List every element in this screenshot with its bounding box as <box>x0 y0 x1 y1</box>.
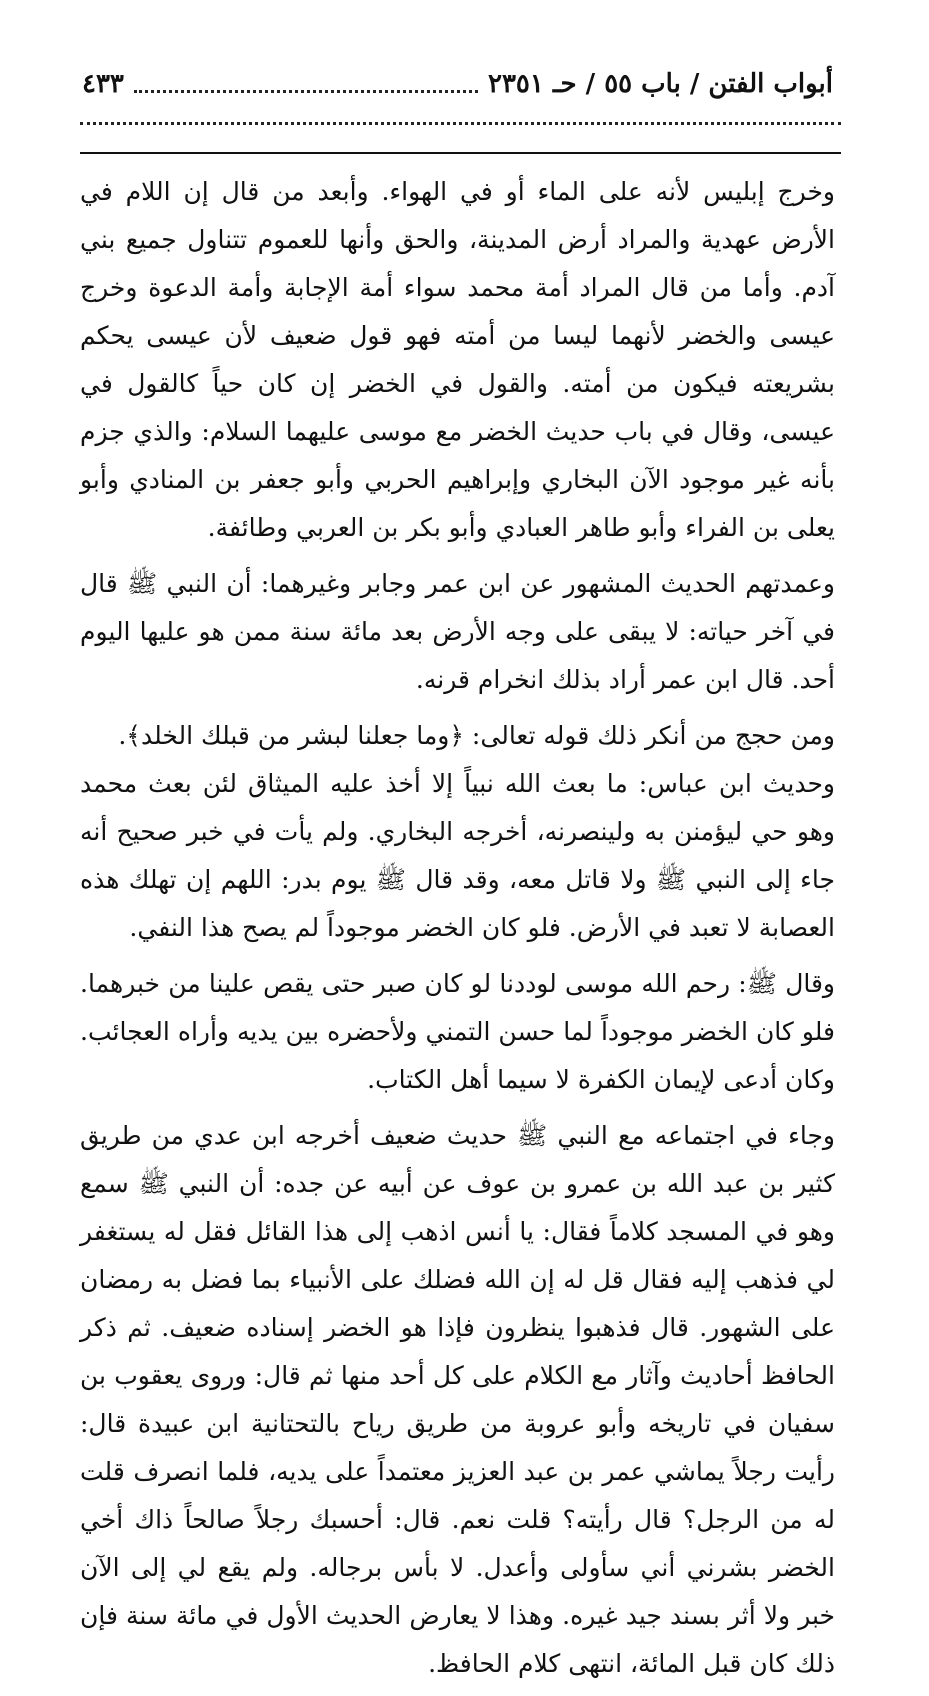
running-title: أبواب الفتن / باب ٥٥ / حـ ٢٣٥١ <box>487 69 833 99</box>
page-header <box>82 62 833 106</box>
body-text <box>80 168 835 1696</box>
paragraph: وقال ﷺ: رحم الله موسى لوددنا لو كان صبر حتى يقص علينا من خبرهما. فلو كان الخضر موجوداً لما حسن التمني ولأحضره بين يديه وأراه العجائب. وكان أدعى لإيمان الكفرة لا سيما أهل الكتاب. <box>80 969 835 1094</box>
header-dotted-rule <box>80 122 841 125</box>
page-number: ٤٣٣ <box>82 69 124 99</box>
paragraph: وعمدتهم الحديث المشهور عن ابن عمر وجابر وغيرهما: أن النبي ﷺ قال في آخر حياته: لا يبقى على وجه الأرض بعد مائة سنة ممن هو عليها اليوم أحد. قال ابن عمر أراد بذلك انخرام قرنه. <box>80 569 835 694</box>
header-leader-dots <box>134 76 478 93</box>
paragraph: وخرج إبليس لأنه على الماء أو في الهواء. وأبعد من قال إن اللام في الأرض عهدية والمراد أرض المدينة، والحق وأنها للعموم تتناول جميع بني آدم. وأما من قال المراد أمة محمد سواء أمة الإجابة وأمة الدعوة وخرج عيسى والخضر لأنهما ليسا من أمته فهو قول ضعيف لأن عيسى يحكم بشريعته فيكون من أمته. والقول في الخضر إن كان حياً كالقول في عيسى، وقال في باب حديث الخضر مع موسى عليهما السلام: والذي جزم بأنه غير موجود الآن البخاري وإبراهيم الحربي وأبو جعفر بن المنادي وأبو يعلى بن الفراء وأبو طاهر العبادي وأبو بكر بن العربي وطائفة. <box>80 177 835 542</box>
paragraph: ومن حجج من أنكر ذلك قوله تعالى: ﴿وما جعلنا لبشر من قبلك الخلد﴾. <box>118 721 835 750</box>
paragraph: وجاء في اجتماعه مع النبي ﷺ حديث ضعيف أخرجه ابن عدي من طريق كثير بن عبد الله بن عمرو بن عوف عن أبيه عن جده: أن النبي ﷺ سمع وهو في المسجد كلاماً فقال: يا أنس اذهب إلى هذا القائل فقل له يستغفر لي فذهب إليه فقال قل له إن الله فضلك على الأنبياء بما فضل به رمضان على الشهور. قال فذهبوا ينظرون فإذا هو الخضر إسناده ضعيف. ثم ذكر الحافظ أحاديث وآثار مع الكلام على كل أحد منها ثم قال: وروى يعقوب بن سفيان في تاريخه وأبو عروبة من طريق رياح بالتحتانية ابن عبيدة قال: رأيت رجلاً يماشي عمر بن عبد العزيز معتمداً على يديه، فلما انصرف قلت له من الرجل؟ قال رأيته؟ قلت نعم. قال: أحسبك رجلاً صالحاً ذاك أخي الخضر بشرني أني سأولى وأعدل. لا بأس برجاله. ولم يقع لي إلى الآن خبر ولا أثر بسند جيد غيره. وهذا لا يعارض الحديث الأول في مائة سنة فإن ذلك كان قبل المائة، انتهى كلام الحافظ. <box>80 1121 835 1678</box>
header-separator-line <box>80 152 841 154</box>
paragraph: وحديث ابن عباس: ما بعث الله نبياً إلا أخذ عليه الميثاق لئن بعث محمد وهو حي ليؤمنن به ولينصرنه، أخرجه البخاري. ولم يأت في خبر صحيح أنه جاء إلى النبي ﷺ ولا قاتل معه، وقد قال ﷺ يوم بدر: اللهم إن تهلك هذه العصابة لا تعبد في الأرض. فلو كان الخضر موجوداً لم يصح هذا النفي. <box>80 769 835 942</box>
